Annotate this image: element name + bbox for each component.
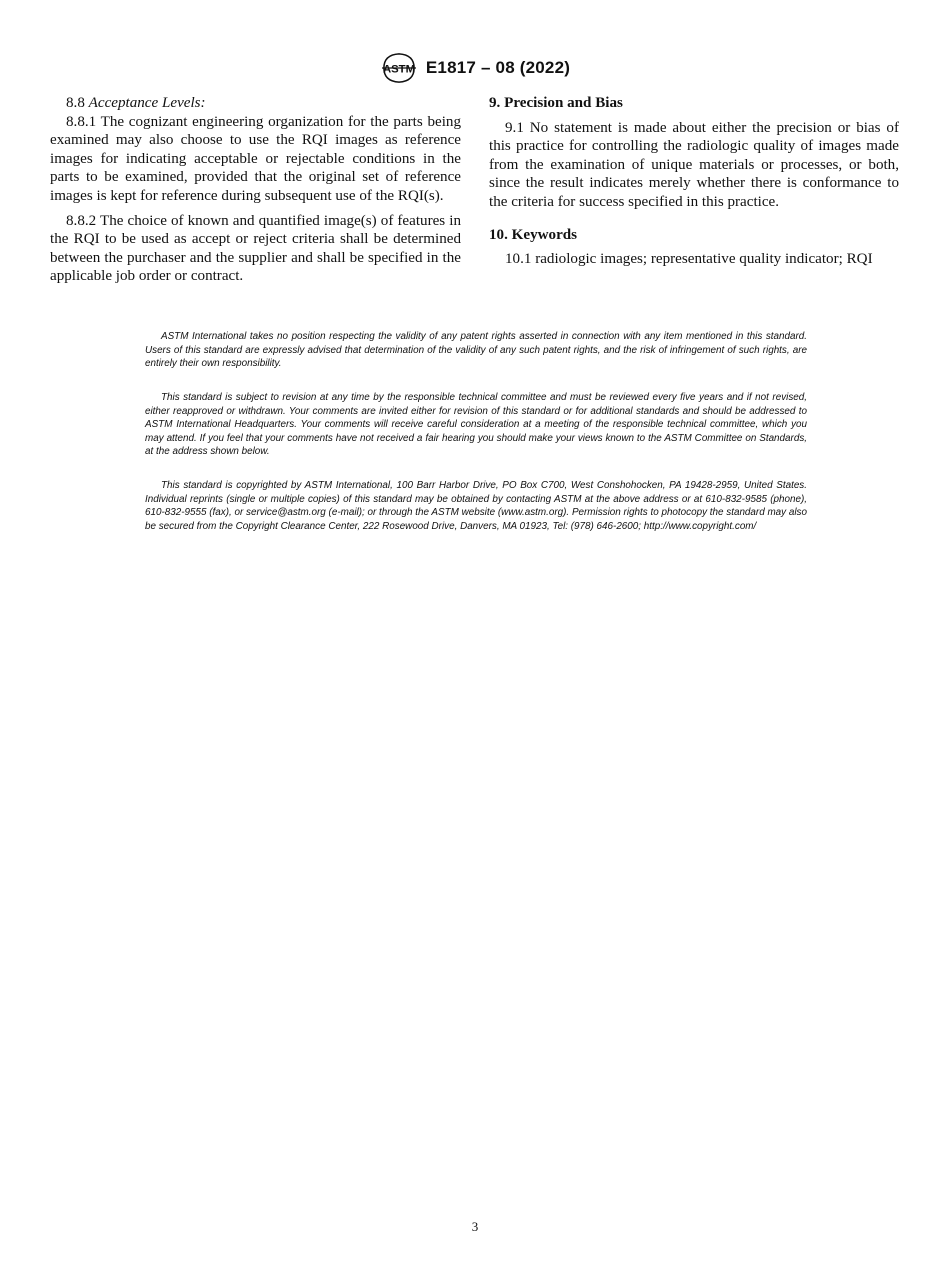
astm-logo-icon <box>380 51 418 85</box>
paragraph-8-8-2: 8.8.2 The choice of known and quantified image(s) of features in the RQI to be used as accept or reject criteria shall be determined between the purchaser and the supplier and shall be specified in the applicable job order or contract. <box>50 212 461 285</box>
paragraph-10-1: 10.1 radiologic images; representative quality indicator; RQI <box>505 251 873 268</box>
right-column <box>489 94 899 269</box>
section-9-heading: 9. Precision and Bias <box>489 95 623 111</box>
logo-text: ASTM <box>382 63 415 76</box>
document-designation: E1817 – 08 (2022) <box>425 58 571 77</box>
revision-notice: This standard is subject to revision at any time by the responsible technical committee and must be reviewed every five years and if not revised, either reapproved or withdrawn. Your comments are invited either for revision of this standard or for additional standards and should be addressed to ASTM International Headquarters. Your comments will receive careful consideration at a meeting of the responsible technical committee, which you may attend. If you feel that your comments have not received a fair hearing you should make your views known to the ASTM Committee on Standards, at the address shown below. <box>145 392 807 458</box>
section-8-8-title: Acceptance Levels: <box>88 95 206 111</box>
left-column <box>50 94 461 286</box>
patent-notice: ASTM International takes no position respecting the validity of any patent rights asserted in connection with any item mentioned in this standard. Users of this standard are expressly advised that determination of the validity of any such patent rights, and the risk of infringement of such rights, are entirely their own responsibility. <box>145 331 807 370</box>
section-8-8-number: 8.8 <box>66 95 85 111</box>
page-number: 3 <box>471 1219 479 1234</box>
paragraph-8-8-1: 8.8.1 The cognizant engineering organization for the parts being examined may also choose to use the RQI images as reference images for indicating acceptable or rejectable conditions in the parts to be examined, provided that the original set of reference images is kept for reference during subsequent use of the RQI(s). <box>50 113 461 204</box>
paragraph-9-1: 9.1 No statement is made about either the precision or bias of this practice for controlling the radiologic quality of images made from the examination of unique materials or processes, or both, since the result indicates merely whether there is conformance to the criteria for success specified in this practice. <box>489 119 899 210</box>
section-8-8-heading <box>50 94 461 113</box>
section-10-heading: 10. Keywords <box>489 226 578 243</box>
copyright-notice: This standard is copyrighted by ASTM International, 100 Barr Harbor Drive, PO Box C700, West Conshohocken, PA 19428-2959, United States. Individual reprints (single or multiple copies) of this standard may be obtained by contacting ASTM at the above address or at 610-832-9585 (phone), 610-832-9555 (fax), or service@astm.org (e-mail); or through the ASTM website (www.astm.org). Permission rights to photocopy the standard may also be secured from the Copyright Clearance Center, 222 Rosewood Drive, Danvers, MA 01923, Tel: (978) 646-2600; http://www.copyright.com/ <box>145 480 807 532</box>
page-header <box>0 50 950 86</box>
